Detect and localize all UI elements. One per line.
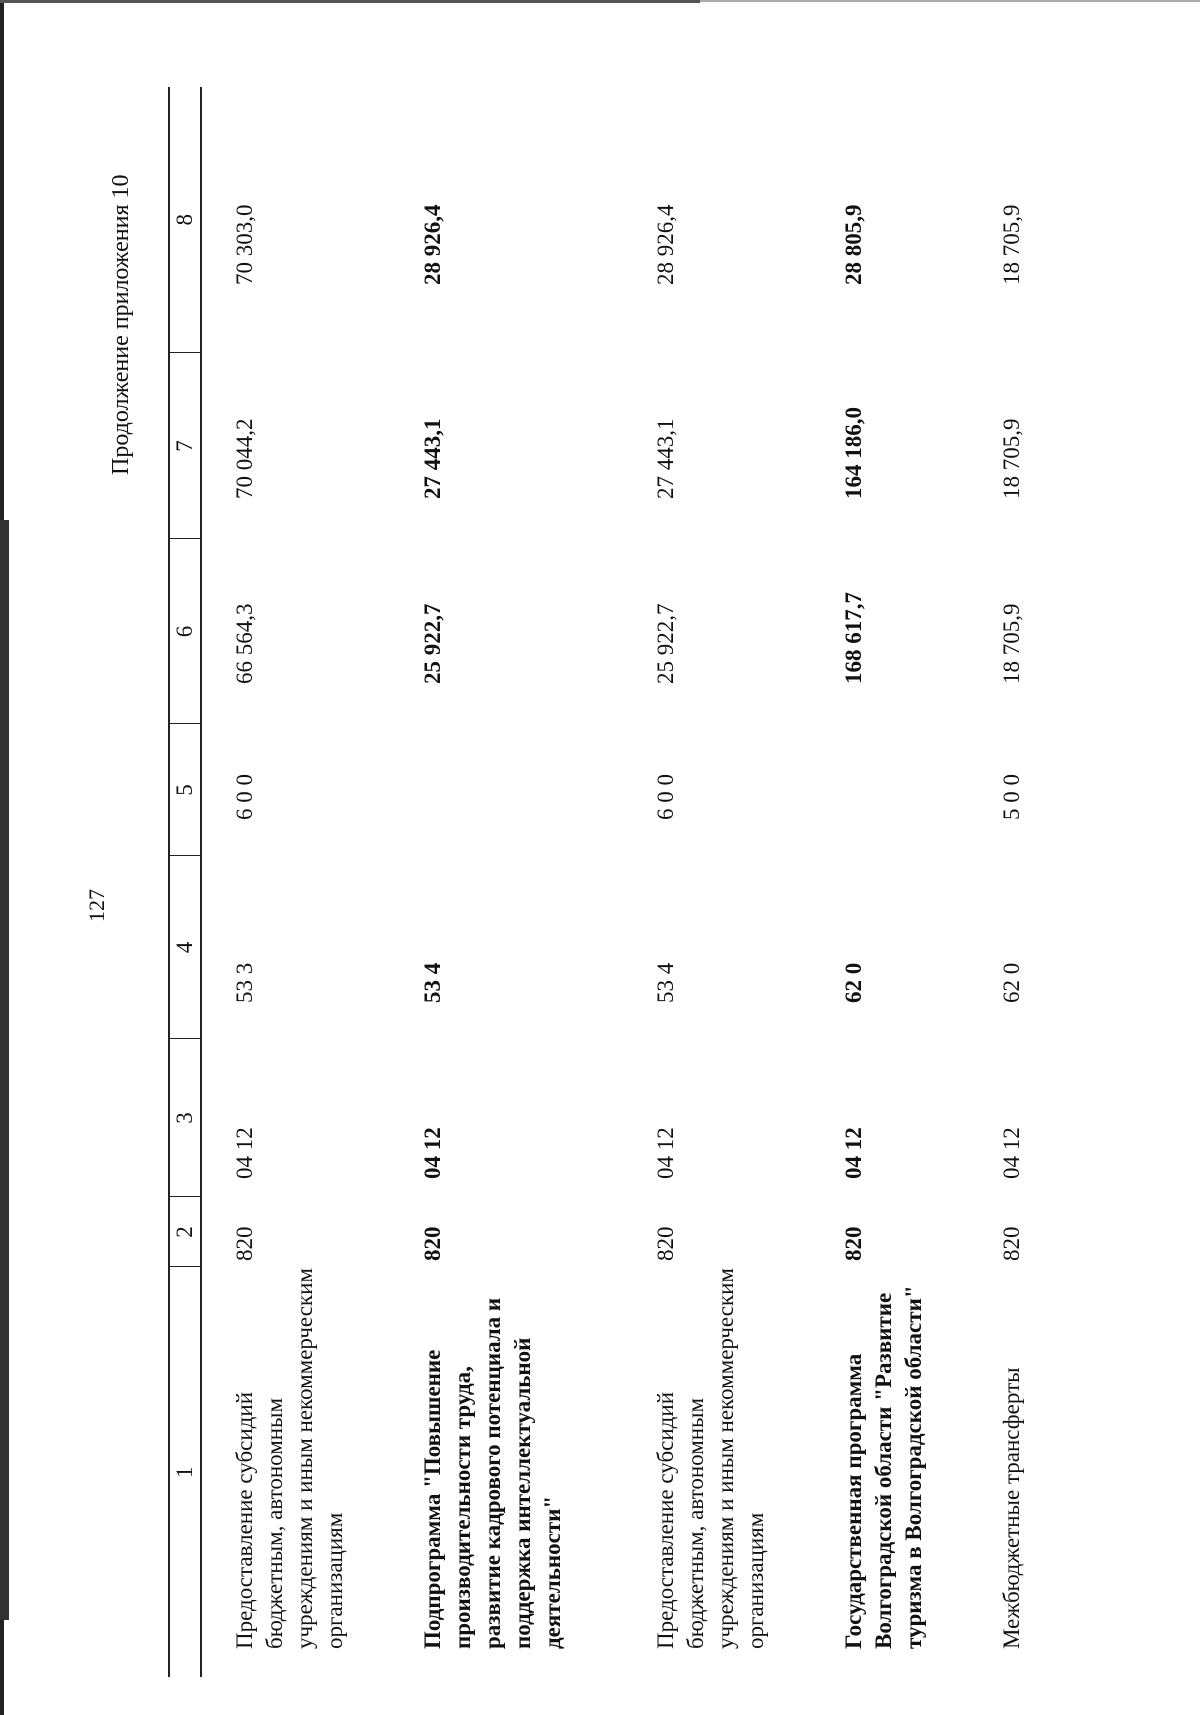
continuation-title: Продолжение приложения 10 bbox=[108, 174, 134, 475]
amount-col8: 18 705,9 bbox=[999, 204, 1024, 285]
amount-col6: 25 922,7 bbox=[420, 603, 445, 684]
amount-col6: 168 617,7 bbox=[841, 592, 866, 684]
table-row bbox=[623, 87, 811, 1677]
amount-col7: 27 443,1 bbox=[653, 418, 678, 499]
target-code: 53 3 bbox=[232, 962, 257, 1003]
column-header: 1 bbox=[169, 1267, 201, 1677]
amount-col7: 18 705,9 bbox=[999, 418, 1024, 499]
budget-table bbox=[168, 87, 1057, 1677]
expense-code bbox=[811, 724, 969, 856]
table-header-row bbox=[169, 87, 201, 1677]
amount-col7: 27 443,1 bbox=[420, 418, 445, 499]
column-header: 5 bbox=[169, 724, 201, 856]
amount-col6: 18 705,9 bbox=[999, 603, 1024, 684]
section-code: 04 12 bbox=[420, 1127, 445, 1179]
page-number: 127 bbox=[84, 889, 109, 922]
expense-code bbox=[390, 724, 623, 856]
column-header: 4 bbox=[169, 856, 201, 1039]
amount-col8: 28 926,4 bbox=[420, 204, 445, 285]
row-name: Предоставление субсидий бюджетным, автономным учреждениям и иным некоммерческим организациям bbox=[653, 1268, 768, 1649]
amount-col8: 70 303,0 bbox=[232, 204, 257, 285]
section-code: 04 12 bbox=[999, 1127, 1024, 1179]
table-row bbox=[969, 87, 1057, 1677]
column-header: 3 bbox=[169, 1039, 201, 1197]
table-row bbox=[390, 87, 623, 1677]
expense-code: 6 0 0 bbox=[653, 774, 678, 820]
section-code: 04 12 bbox=[653, 1127, 678, 1179]
amount-col7: 164 186,0 bbox=[841, 407, 866, 499]
row-name: Предоставление субсидий бюджетным, автономным учреждениям и иным некоммерческим организациям bbox=[232, 1268, 347, 1649]
column-header: 8 bbox=[169, 87, 201, 353]
amount-col8: 28 805,9 bbox=[841, 204, 866, 285]
row-name: Государственная программа Волгоградской области "Развитие туризма в Волгоградской области" bbox=[841, 1285, 926, 1649]
target-code: 53 4 bbox=[420, 962, 445, 1003]
row-name: Межбюджетные трансферты bbox=[999, 1367, 1024, 1649]
amount-col7: 70 044,2 bbox=[232, 418, 257, 499]
column-header: 6 bbox=[169, 539, 201, 724]
admin-code: 820 bbox=[653, 1226, 678, 1261]
section-code: 04 12 bbox=[232, 1127, 257, 1179]
section-code: 04 12 bbox=[841, 1127, 866, 1179]
amount-col6: 25 922,7 bbox=[653, 603, 678, 684]
column-header: 7 bbox=[169, 353, 201, 539]
admin-code: 820 bbox=[420, 1226, 445, 1261]
table-row bbox=[201, 87, 390, 1677]
row-name: Подпрограмма "Повышение производительности труда, развитие кадрового потенциала и поддержка интеллектуальной деятельности" bbox=[420, 1297, 565, 1649]
amount-col8: 28 926,4 bbox=[653, 204, 678, 285]
admin-code: 820 bbox=[841, 1226, 866, 1261]
target-code: 62 0 bbox=[999, 962, 1024, 1003]
column-header: 2 bbox=[169, 1197, 201, 1267]
expense-code: 6 0 0 bbox=[232, 774, 257, 820]
target-code: 53 4 bbox=[653, 962, 678, 1003]
target-code: 62 0 bbox=[841, 962, 866, 1003]
expense-code: 5 0 0 bbox=[999, 774, 1024, 820]
amount-col6: 66 564,3 bbox=[232, 603, 257, 684]
table-row bbox=[811, 87, 969, 1677]
admin-code: 820 bbox=[232, 1226, 257, 1261]
admin-code: 820 bbox=[999, 1226, 1024, 1261]
